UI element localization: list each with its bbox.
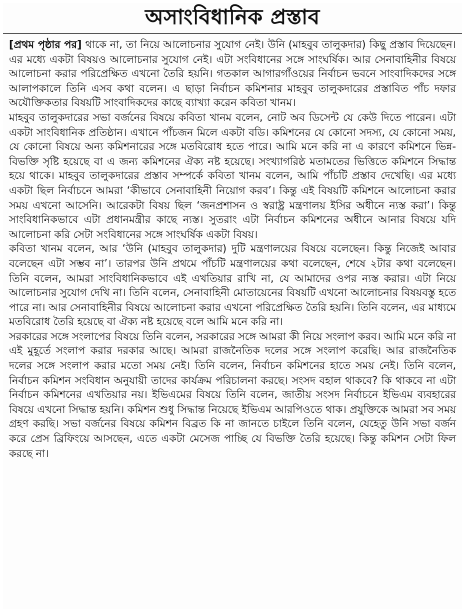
paragraph-3: কবিতা খানম বলেন, আর ‘উনি (মাহবুব তালুকদার) দুটি মন্ত্রণালয়ের বিষয়ে বলেছেন। কিন্তু নিজেই আবার বলেছেন এটা সম্ভব না’। তারপর উনি প্রথমে পাঁচটি মন্ত্রণালয়ের কথা বলেছেন, শেষে ২টার কথা বলেছেন। তিনি বলেন, আমরা সাংবিধানিকভাবে এই এখতিয়ার রাখি না, যে আমাদের ওপর ন্যস্ত করার। এটা নিয়ে আলোচনার সুযোগ দেখি না। তিনি বলেন, সেনাবাহিনী মোতায়েনের বিষয়টি এখনো আলোচনার বিষয়বস্তু হতে পারে না। আর সেনাবাহিনীর বিষয়ে আলোচনা করার এখনো পরিপ্রেক্ষিত তৈরি হয়নি। তিনি বলেন, এর মাধ্যমে মতবিরোধ তৈরি হয়েছে বা ঐক্য নষ্ট হয়েছে বলে আমি মনে করি না।: [9, 243, 456, 329]
paragraph-4: সরকারের সঙ্গে সংলাপের বিষয়ে তিনি বলেন, সরকারের সঙ্গে আমরা কী নিয়ে সংলাপ করব। আমি মনে করি না এই মুহূর্তে সংলাপ করার দরকার আছে। আমরা রাজনৈতিক দলের সঙ্গে সংলাপ করেছি। আর রাজনৈতিক দলের সঙ্গে সংলাপ করার মতো সময় নেই। তিনি বলেন, নির্বাচন কমিশনের হাতে সময় নেই। তিনি বলেন, নির্বাচন কমিশন সংবিধান অনুযায়ী তাদের কার্যক্রম পরিচালনা করছে। সংসদ বহাল থাকবে? কি থাকবে না এটা নির্বাচন কমিশনের এখতিয়ার নয়। ইভিএমের বিষয়ে তিনি বলেন, জাতীয় সংসদ নির্বাচনে ইভিএম ব্যবহারের বিষয়ে এখনো সিদ্ধান্ত হয়নি। কমিশন শুধু সিদ্ধান্ত নিয়েছে ইভিএম আরপিওতে থাক। প্রযুক্তিকে আমরা সব সময় গ্রহণ করছি। সভা বর্জনের বিষয়ে কমিশন বিব্রত কি না জানতে চাইলে তিনি বলেন, যেহেতু উনি সভা বর্জন করে প্রেস ব্রিফিংয়ে আসছেন, এতে একটা মেসেজ পাচ্ছি যে বিভক্তি তৈরি হয়েছে। কিন্তু কমিশন সেটা ফিল করছে না।: [9, 330, 456, 460]
continued-label: [প্রথম পৃষ্ঠার পর]: [9, 39, 82, 51]
article-body: [9, 38, 456, 461]
headline: অসাংবিধানিক প্রস্তাব: [3, 3, 462, 34]
news-clipping: [3, 3, 462, 609]
paragraph-1: [9, 38, 456, 111]
paragraph-2: মাহবুব তালুকদারের সভা বর্জনের বিষয়ে কবিতা খানম বলেন, নোট অব ডিসেন্ট যে কেউ দিতে পারেন। এটা একটা সাংবিধানিক প্রতিষ্ঠান। এখানে পাঁচজন মিলে একটা বডি। কমিশনের যে কোনো সদস্য, যে কোনো সময়, যে কোনো বিষয়ে অন্য কমিশনারের সঙ্গে মতবিরোধ হতে পারে। আমি মনে করি না এ কারণে কমিশনে ভিন্ন-বিভক্তি সৃষ্টি হয়েছে বা এ জন্য কমিশনের ঐক্য নষ্ট হয়েছে। সংখ্যাগরিষ্ঠ মতামতের ভিত্তিতে কমিশনে সিদ্ধান্ত হয়ে থাকে। মাহবুব তালুকদারের প্রস্তাব সম্পর্কে কবিতা খানম বলেন, আমি পাঁচটি প্রস্তাব দেখেছি। এর মধ্যে একটা ছিল নির্বাচনে আমরা ‘কীভাবে সেনাবাহিনী নিয়োগ করব’। কিন্তু এই বিষয়টি কমিশনে আলোচনা করার সময় এখনো আসেনি। আরেকটা বিষয় ছিল ‘জনপ্রশাসন ও স্বরাষ্ট্র মন্ত্রণালয় ইসির অধীনে ন্যস্ত করা’। কিন্তু সাংবিধানিকভাবে এটা প্রধানমন্ত্রীর কাছে ন্যস্ত। সুতরাং এটা নির্বাচন কমিশনের অধীনে আনার বিষয়ে যদি আলোচনা করি সেটা সংবিধানের সঙ্গে সাংঘর্ষিক একটা বিষয়।: [9, 111, 456, 241]
paragraph-1-text: থাকে না, তা নিয়ে আলোচনার সুযোগ নেই। উনি (মাহবুব তালুকদার) কিছু প্রস্তাব দিয়েছেন। এর মধ্যে একটা বিষয়ও আলোচনার সুযোগ নেই। এটা সংবিধানের সঙ্গে সাংঘর্ষিক। আর সেনাবাহিনীর বিষয়ে আলোচনা করার পরিপ্রেক্ষিত এখনো তৈরি হয়নি। গতকাল আগারগাঁওয়ের নির্বাচন ভবনে সাংবাদিকদের সঙ্গে আলাপকালে তিনি এসব কথা বলেন। এ ছাড়া নির্বাচন কমিশনার মাহবুব তালুকদারের প্রস্তাবিত পাঁচ দফার অযৌক্তিকতার বিষয়টি সাংবাদিকদের কাছে ব্যাখ্যা করেন কবিতা খানম।: [9, 39, 456, 110]
